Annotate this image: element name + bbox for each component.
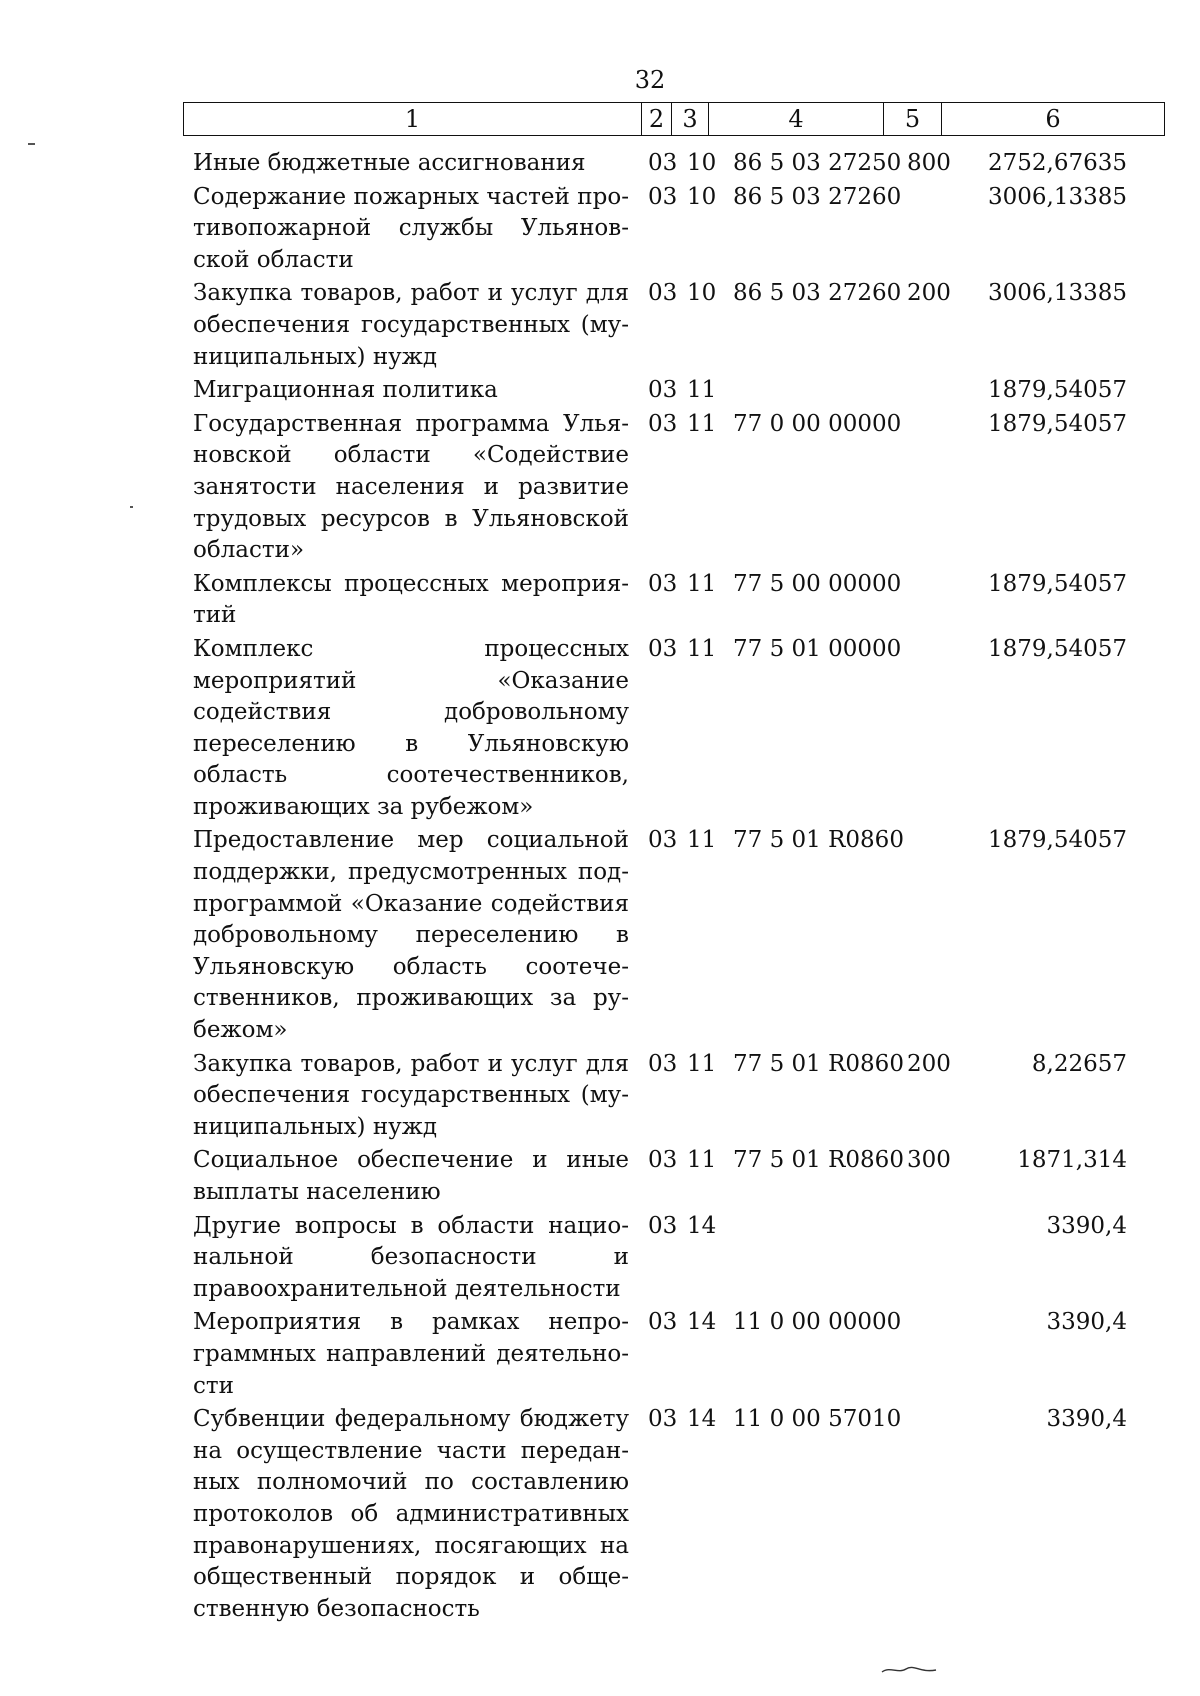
table-row	[0, 1049, 1200, 1144]
row-target-code: 11 0 00 00000	[733, 1309, 902, 1336]
header-col-4: 4	[709, 103, 884, 135]
table-row	[0, 1404, 1200, 1625]
table-row	[0, 278, 1200, 373]
row-target-code: 77 5 01 R0860	[733, 1050, 904, 1077]
scan-mark	[130, 506, 133, 508]
handwritten-mark	[880, 1664, 940, 1676]
row-section: 03	[648, 1050, 678, 1077]
row-amount: 1871,314	[1017, 1147, 1127, 1174]
row-expense-type: 300	[907, 1147, 951, 1174]
row-name: Закупка товаров, работ и услуг для обеспечения государственных (муниципальных) нужд	[193, 1050, 629, 1140]
table-row	[0, 1145, 1200, 1208]
row-target-code: 86 5 03 27260	[733, 280, 902, 307]
table-header	[183, 102, 1165, 136]
row-target-code: 77 5 01 R0860	[733, 827, 904, 854]
row-name: Закупка товаров, работ и услуг для обеспечения государственных (муниципальных) нужд	[193, 280, 629, 370]
row-expense-type: 800	[907, 150, 951, 176]
row-subsection: 10	[687, 280, 717, 307]
row-amount: 1879,54057	[987, 635, 1127, 662]
row-target-code: 86 5 03 27260	[733, 183, 902, 210]
row-name: Социальное обеспечение и иные выплаты населению	[193, 1147, 629, 1205]
row-section: 03	[648, 1309, 678, 1336]
row-name: Иные бюджетные ассигнования	[193, 150, 586, 176]
row-subsection: 11	[687, 570, 717, 597]
row-target-code: 11 0 00 57010	[733, 1406, 902, 1433]
row-subsection: 11	[687, 1050, 717, 1077]
row-subsection: 10	[687, 150, 717, 176]
row-amount: 3390,4	[1046, 1406, 1127, 1433]
row-amount: 3390,4	[1046, 1309, 1127, 1336]
row-section: 03	[648, 280, 678, 307]
row-subsection: 14	[687, 1406, 717, 1433]
row-name: Комплексы процессных мероприятий	[193, 570, 629, 629]
row-name: Мероприятия в рамках непрограммных направлений деятельности	[193, 1309, 629, 1399]
budget-table	[0, 148, 1200, 1627]
header-col-3: 3	[672, 103, 709, 135]
row-target-code: 77 0 00 00000	[733, 410, 902, 437]
row-section: 03	[648, 1147, 678, 1174]
header-col-6: 6	[1045, 105, 1061, 133]
row-target-code: 77 5 00 00000	[733, 570, 902, 597]
row-amount: 8,22657	[1031, 1050, 1127, 1077]
row-name: Миграционная политика	[193, 377, 498, 404]
header-col-1: 1	[184, 103, 642, 135]
table-row	[0, 375, 1200, 407]
row-section: 03	[648, 1406, 678, 1433]
row-name: Государственная программа Ульяновской области «Содействие занятости населения и развитие трудовых ресурсов в Ульяновской области»	[193, 410, 629, 564]
row-target-code: 86 5 03 27250	[733, 150, 902, 176]
row-amount: 1879,54057	[987, 410, 1127, 437]
header-col-5: 5	[884, 103, 942, 135]
row-amount: 3006,13385	[987, 183, 1127, 210]
row-subsection: 11	[687, 635, 717, 662]
table-row	[0, 182, 1200, 277]
row-section: 03	[648, 570, 678, 597]
row-section: 03	[648, 827, 678, 854]
row-subsection: 11	[687, 1147, 717, 1174]
row-section: 03	[648, 183, 678, 210]
table-row	[0, 1211, 1200, 1306]
row-expense-type: 200	[907, 1050, 951, 1077]
header-col-2: 2	[642, 103, 672, 135]
row-section: 03	[648, 1212, 678, 1239]
row-amount: 1879,54057	[987, 377, 1127, 404]
row-name: Комплекс процессных мероприятий «Оказание содействия добровольному переселению в Ульяновскую область соотечественников, проживающих за рубежом»	[193, 635, 629, 820]
table-row	[0, 825, 1200, 1046]
scan-mark	[28, 143, 35, 145]
row-section: 03	[648, 377, 678, 404]
row-subsection: 11	[687, 827, 717, 854]
row-amount: 3390,4	[1046, 1212, 1127, 1239]
row-name: Другие вопросы в области национальной безопасности и правоохранительной деятельности	[193, 1212, 629, 1302]
row-amount: 3006,13385	[987, 280, 1127, 307]
row-name: Предоставление мер социальной поддержки, предусмотренных подпрограммой «Оказание содействия добровольному переселению в Ульяновскую область соотечественников, проживающих за рубежом»	[193, 827, 629, 1044]
page-number: 32	[634, 66, 666, 94]
row-subsection: 14	[687, 1309, 717, 1336]
row-name: Содержание пожарных частей противопожарной службы Ульяновской области	[193, 183, 629, 273]
row-target-code: 77 5 01 R0860	[733, 1147, 904, 1174]
table-row	[0, 634, 1200, 824]
row-section: 03	[648, 150, 678, 176]
row-amount: 1879,54057	[987, 570, 1127, 597]
row-subsection: 14	[687, 1212, 717, 1239]
table-row	[0, 148, 1200, 180]
row-name: Субвенции федеральному бюджету на осуществление части переданных полномочий по составлению протоколов об административных правонарушениях, посягающих на общественный порядок и общественную безопасность	[193, 1406, 629, 1622]
row-section: 03	[648, 635, 678, 662]
table-row	[0, 1307, 1200, 1402]
row-amount: 2752,67635	[987, 150, 1127, 176]
row-amount: 1879,54057	[987, 827, 1127, 854]
row-subsection: 11	[687, 410, 717, 437]
row-section: 03	[648, 410, 678, 437]
row-target-code: 77 5 01 00000	[733, 635, 902, 662]
row-subsection: 11	[687, 377, 717, 404]
table-row	[0, 409, 1200, 567]
table-row	[0, 569, 1200, 632]
row-expense-type: 200	[907, 280, 951, 307]
row-subsection: 10	[687, 183, 717, 210]
